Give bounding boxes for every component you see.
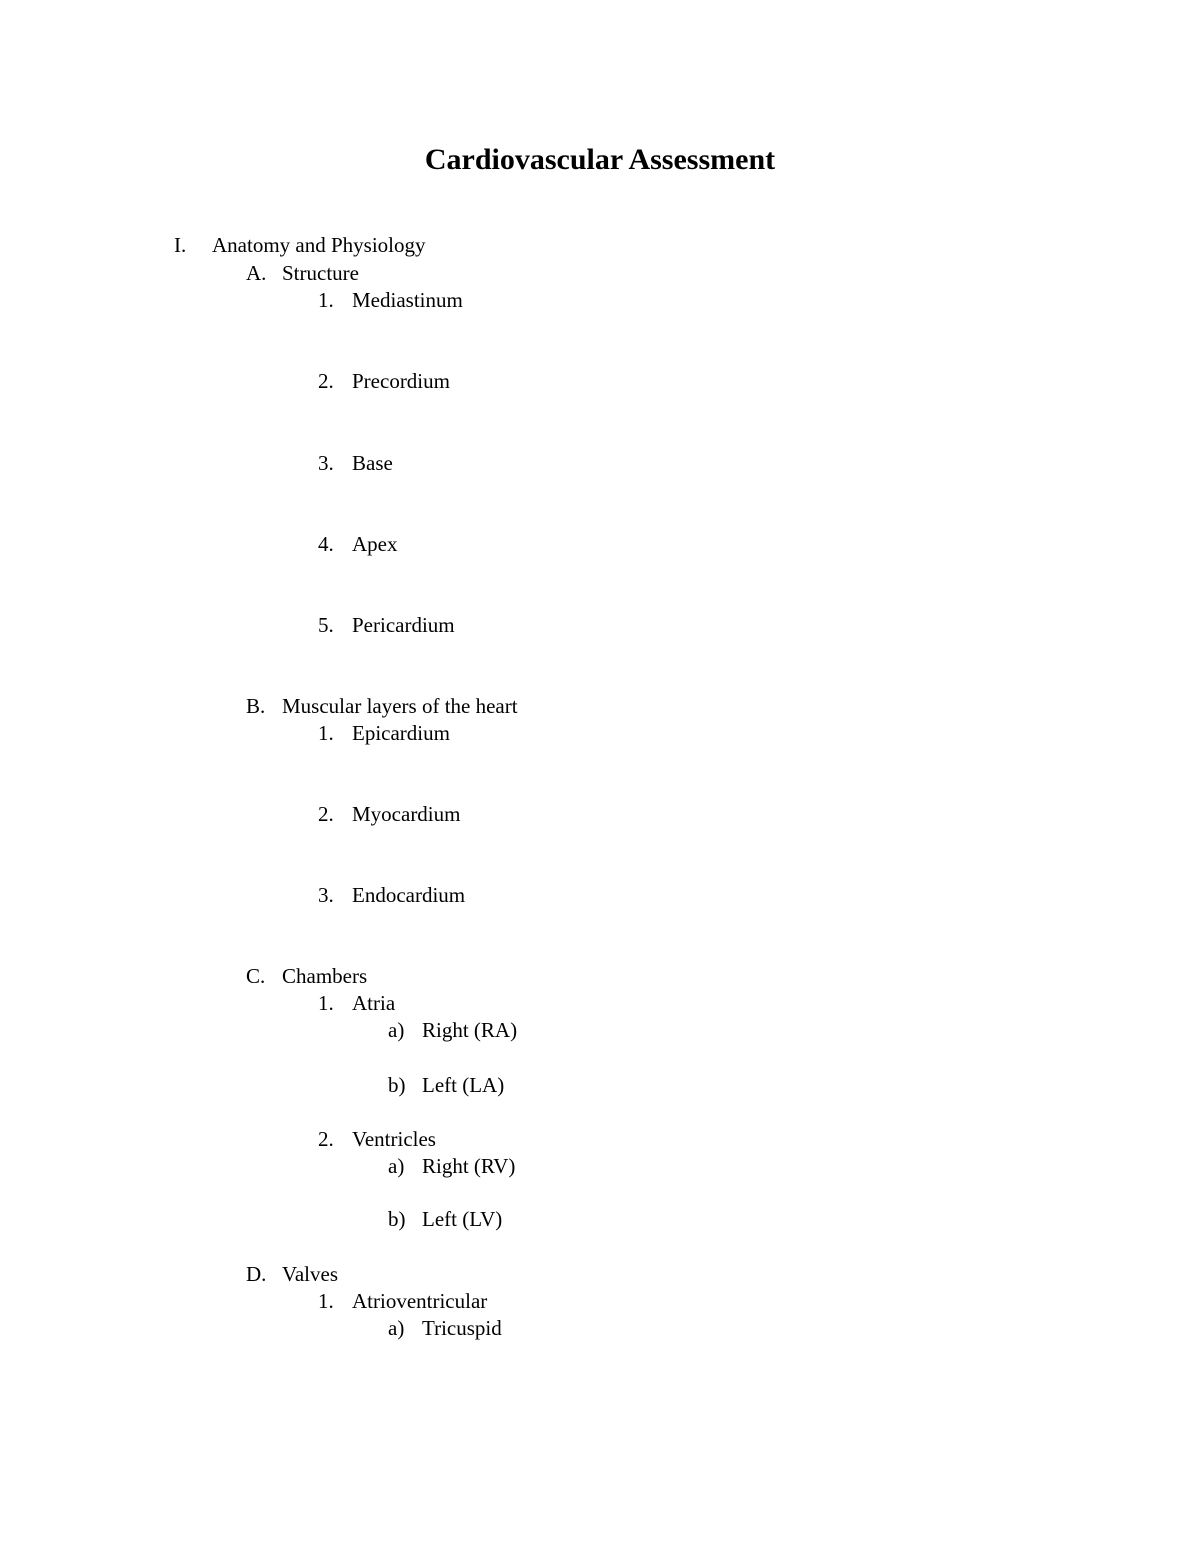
outline-text: Atrioventricular (352, 1289, 488, 1313)
outline-marker: I. (174, 233, 187, 257)
outline-marker: 2. (318, 802, 334, 826)
outline-marker: A. (246, 261, 267, 285)
outline-text: Base (352, 451, 393, 475)
outline-marker: 4. (318, 532, 334, 556)
outline-text: Endocardium (352, 883, 466, 907)
outline-text: Ventricles (352, 1127, 436, 1151)
outline-text: Atria (352, 991, 396, 1015)
outline-marker: C. (246, 964, 266, 988)
outline-marker: b) (388, 1207, 406, 1231)
outline-marker: 1. (318, 1289, 334, 1313)
outline-marker: 5. (318, 613, 334, 637)
outline-text: Chambers (282, 964, 368, 988)
outline-marker: 1. (318, 991, 334, 1015)
outline-marker: b) (388, 1073, 406, 1097)
outline-text: Pericardium (352, 613, 455, 637)
outline-marker: 3. (318, 451, 334, 475)
outline-marker: 2. (318, 1127, 334, 1151)
outline-text: Tricuspid (422, 1316, 502, 1340)
outline-marker: 3. (318, 883, 334, 907)
outline-marker: D. (246, 1262, 267, 1286)
outline-text: Apex (352, 532, 398, 556)
outline-text: Right (RA) (422, 1018, 518, 1042)
document-title: Cardiovascular Assessment (424, 143, 776, 176)
outline-text: Valves (282, 1262, 338, 1286)
outline-text: Epicardium (352, 721, 450, 745)
outline-marker: 1. (318, 721, 334, 745)
outline-marker: a) (388, 1316, 405, 1340)
outline-marker: 1. (318, 288, 334, 312)
outline-text: Left (LV) (422, 1207, 503, 1231)
outline-text: Mediastinum (352, 288, 463, 312)
outline-text: Anatomy and Physiology (212, 233, 426, 257)
outline-marker: 2. (318, 369, 334, 393)
outline-text: Myocardium (352, 802, 461, 826)
outline-text: Precordium (352, 369, 450, 393)
outline-text: Left (LA) (422, 1073, 505, 1097)
outline-marker: a) (388, 1018, 405, 1042)
outline-text: Right (RV) (422, 1154, 516, 1178)
outline-text: Muscular layers of the heart (282, 694, 518, 718)
outline-text: Structure (282, 261, 359, 285)
outline-marker: a) (388, 1154, 405, 1178)
outline-marker: B. (246, 694, 266, 718)
